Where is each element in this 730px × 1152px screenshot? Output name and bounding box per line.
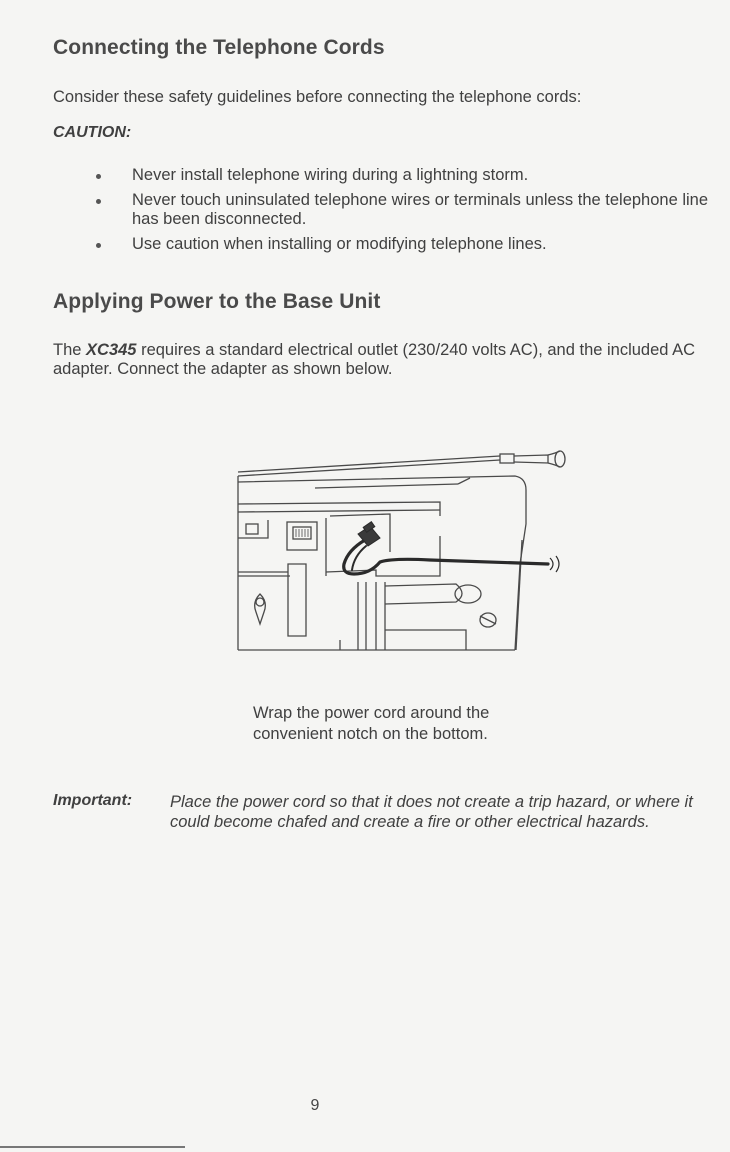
caption-line-1: Wrap the power cord around the	[253, 704, 490, 722]
list-item: Use caution when installing or modifying telephone lines.	[92, 235, 712, 254]
list-item: Never install telephone wiring during a lightning storm.	[92, 166, 712, 185]
bottom-rule	[0, 1146, 185, 1148]
page-number: 9	[310, 1097, 320, 1114]
intro-prefix: The	[53, 341, 87, 359]
intro-suffix: requires a standard electrical outlet (230/240 volts AC), and the included AC adapter. Connect the adapter as shown below.	[53, 341, 696, 378]
safety-guidelines-list	[92, 166, 712, 260]
section-heading-applying-power: Applying Power to the Base Unit	[53, 290, 381, 313]
model-name: XC345	[86, 341, 137, 359]
applying-power-intro	[53, 341, 718, 379]
caption-line-2: convenient notch on the bottom.	[253, 725, 488, 743]
caution-label: CAUTION:	[53, 124, 132, 141]
list-item: Never touch uninsulated telephone wires or terminals unless the telephone line has been disconnected.	[92, 191, 712, 229]
important-label: Important:	[53, 792, 133, 809]
important-note: Place the power cord so that it does not create a trip hazard, or where it could become chafed and create a fire or other electrical hazards.	[170, 793, 693, 831]
figure-caption	[253, 703, 573, 745]
section-heading-telephone-cords: Connecting the Telephone Cords	[53, 36, 385, 59]
telephone-cords-intro: Consider these safety guidelines before connecting the telephone cords:	[53, 88, 582, 106]
base-unit-power-cord-illustration	[230, 446, 575, 658]
